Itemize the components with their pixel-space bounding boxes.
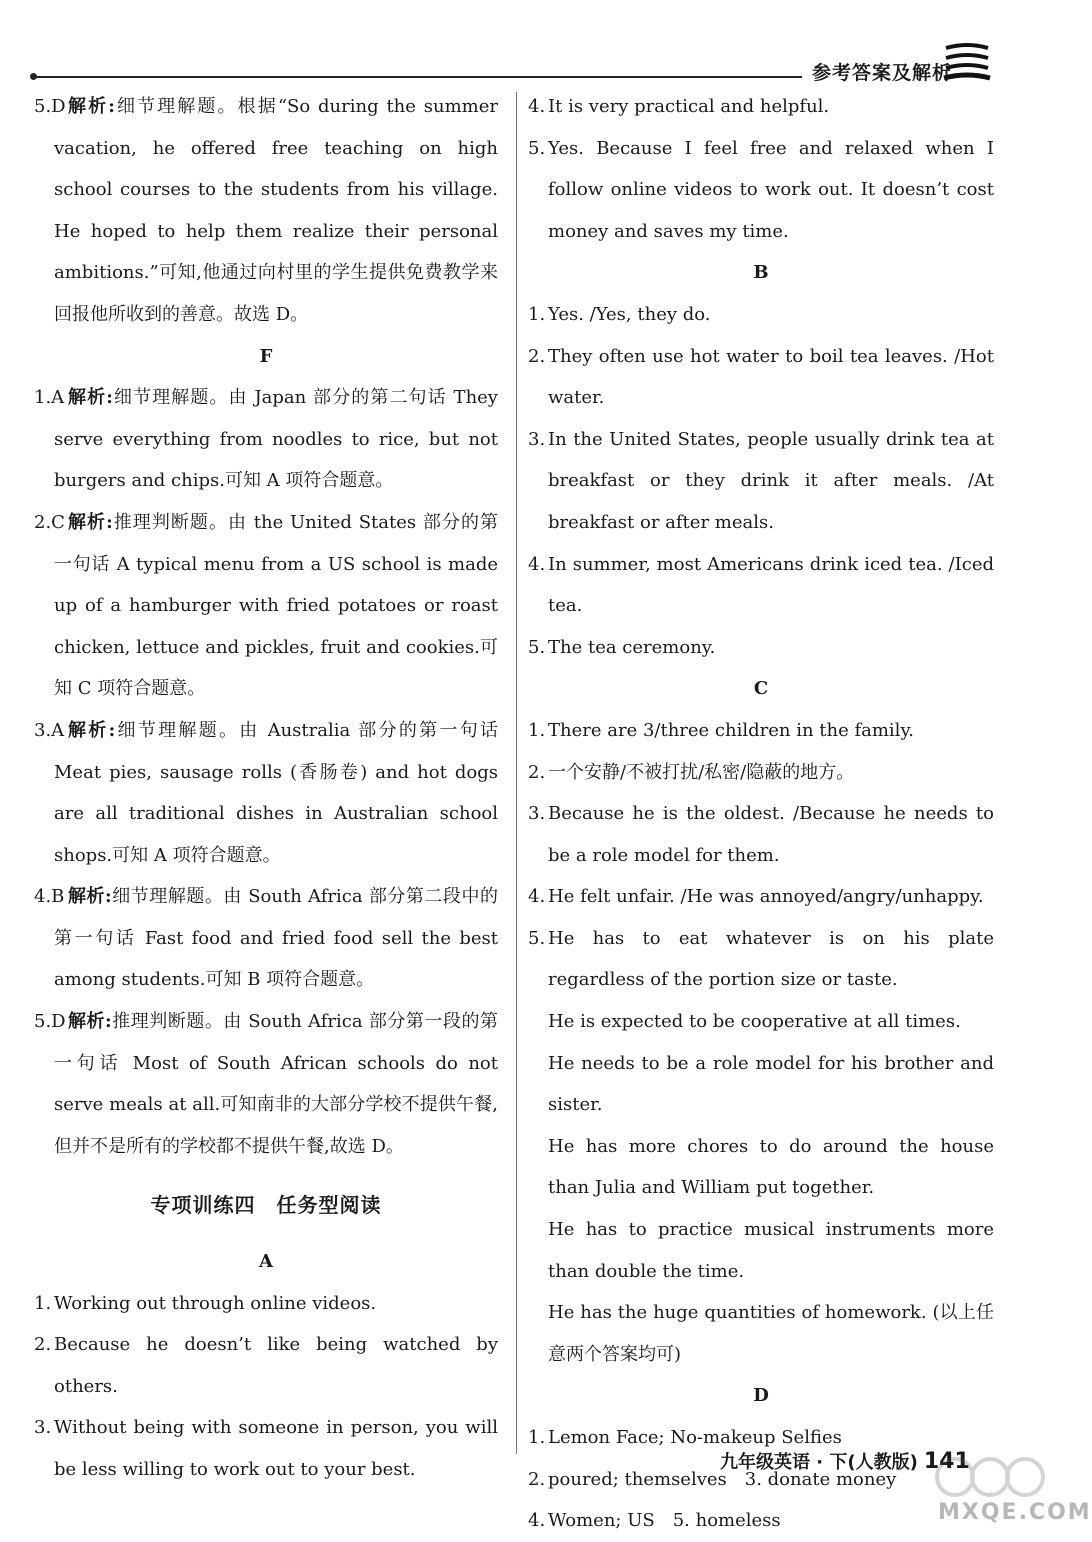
answer-c2 [528,752,994,794]
answer-c5 [528,918,994,1001]
answer-c3 [528,793,994,876]
answer-b3 [528,419,994,544]
answer-number: 1. [34,1292,52,1314]
answer-number: 5. [528,636,546,658]
answer-text: Lemon Face; No-makeup Selfies [548,1427,842,1448]
analysis-label: 解析: [68,96,115,117]
answer-text: He felt unfair. /He was annoyed/angry/unhappy. [548,886,984,908]
answer-c5-line: He has more chores to do around the house than Julia and William put together. [548,1135,994,1199]
answer-number: 2. [528,761,546,783]
answer-f4 [34,876,498,1001]
answer-text: poured; themselves 3. donate money [548,1468,897,1490]
answer-text: Women; US 5. homeless [548,1510,781,1532]
analysis-label: 解析: [68,719,116,741]
answer-text: 细节理解题。根据“So during the summer vacation, he offered free teaching on high school courses to the students from his village. He hoped to help them realize their personal ambitions.”可知,他通过向村里的学生提供免费教学来回报他所收到的善意。故选 D。 [54,96,498,325]
answer-text: 推理判断题。由 South Africa 部分第一段的第一句话 Most of South African schools do not serve meals at all.可知南非的大部分学校不提供午餐,但并不是所有的学校都不提供午餐,故选 D。 [54,1011,498,1157]
answer-text: In summer, most Americans drink iced tea. /Iced tea. [548,553,994,617]
answer-number: 4. [528,1510,546,1532]
answer-d4 [528,1500,994,1542]
answer-a2 [34,1324,498,1407]
answer-number: 3. [34,1417,52,1439]
answer-number: 5. [528,137,546,159]
answer-b1 [528,294,994,336]
answer-a4 [528,86,994,128]
page-header [0,0,1059,90]
answer-text: 一个安静/不被打扰/私密/隐蔽的地方。 [548,761,855,783]
answer-number: 1.A [34,387,65,409]
answer-number: 5.D [34,1011,66,1033]
answer-text: Working out through online videos. [54,1292,377,1314]
answer-number: 4. [528,96,546,117]
answer-text: Yes. Because I feel free and relaxed when I follow online videos to work out. It doesn’t cost money and saves my time. [548,137,994,242]
answer-f1 [34,377,498,502]
analysis-label: 解析: [68,886,112,908]
answer-number: 4. [528,886,546,908]
answer-a1 [34,1283,498,1325]
answer-number: 5. [528,927,546,949]
analysis-label: 解析: [68,511,113,533]
header-title: 参考答案及解析 [812,62,953,84]
answer-number: 1. [528,1427,546,1448]
footer-subject: 九年级英语 · 下(人教版) [720,1452,918,1473]
answer-number: 4. [528,553,546,575]
answer-text: Because he is the oldest. /Because he needs to be a role model for them. [548,803,994,866]
answer-text: Yes. /Yes, they do. [548,303,711,325]
answer-b4 [528,544,994,627]
answer-a5 [528,128,994,253]
answer-text: The tea ceremony. [548,636,716,658]
answer-text: They often use hot water to boil tea leaves. /Hot water. [548,345,994,409]
answer-a3 [34,1407,498,1490]
section-heading-c: C [753,678,769,700]
answer-text: There are 3/three children in the family. [548,719,914,741]
answer-text: In the United States, people usually drink tea at breakfast or they drink it after meals. /At breakfast or after meals. [548,428,994,533]
analysis-label: 解析: [68,387,113,409]
answer-number: 2. [34,1334,52,1356]
unit-title: 专项训练四 任务型阅读 [150,1193,382,1218]
answer-c4 [528,876,994,918]
answer-text: Because he doesn’t like being watched by others. [54,1334,498,1397]
answer-number: 2.C [34,511,65,533]
section-heading-f: F [259,345,273,367]
answer-number: 1. [528,303,546,325]
answer-c5-line: He is expected to be cooperative at all times. [548,1011,961,1033]
answer-text: He has to eat whatever is on his plate regardless of the portion size or taste. [548,927,994,991]
column-divider [516,92,517,1454]
answer-e5 [34,86,498,336]
answer-text: 推理判断题。由 the United States 部分的第一句话 A typical menu from a US school is made up of a hamburger with fried potatoes or roast chicken, lettuce and pickles, fruit and cookies.可知 C 项符合题意。 [54,511,498,700]
page-number: 141 [923,1449,970,1474]
answer-number: 3. [528,428,546,450]
watermark-text: MXQE.COM [938,1500,1092,1525]
answer-number: 1. [528,719,546,741]
header-rule [32,76,802,78]
books-icon [942,40,992,86]
answer-number: 2. [528,1468,546,1490]
answer-f5 [34,1001,498,1167]
answer-number: 4.B [34,886,65,908]
answer-number: 2. [528,345,546,367]
answer-number: 5.D [34,96,66,117]
left-column [34,86,498,1491]
answer-f3 [34,710,498,876]
answer-text: 细节理解题。由 Japan 部分的第二句话 They serve everything from noodles to rice, but not burgers and chips.可知 A 项符合题意。 [54,387,498,492]
answer-c5-line: He has the huge quantities of homework. (以上任意两个答案均可) [548,1302,994,1365]
answer-c1 [528,710,994,752]
answer-text: It is very practical and helpful. [548,96,830,117]
section-heading-a: A [259,1251,273,1273]
answer-b5 [528,627,994,669]
answer-text: 细节理解题。由 Australia 部分的第一句话 Meat pies, sausage rolls (香肠卷) and hot dogs are all traditional dishes in Australian school shops.可知 A 项符合题意。 [54,719,498,866]
answer-c5-line: He has to practice musical instruments more than double the time. [548,1219,994,1282]
section-heading-d: D [753,1385,769,1407]
right-column [528,86,994,1542]
answer-number: 3. [528,803,546,825]
analysis-label: 解析: [68,1011,112,1033]
section-heading-b: B [753,262,769,284]
answer-c5-line: He needs to be a role model for his brother and sister. [548,1052,994,1116]
answer-text: 细节理解题。由 South Africa 部分第二段中的第一句话 Fast food and fried food sell the best among students.可知 B 项符合题意。 [54,886,498,991]
answer-f2 [34,502,498,710]
answer-number: 3.A [34,719,65,741]
answer-text: Without being with someone in person, you will be less willing to work out to your best. [54,1417,498,1480]
answer-b2 [528,336,994,419]
